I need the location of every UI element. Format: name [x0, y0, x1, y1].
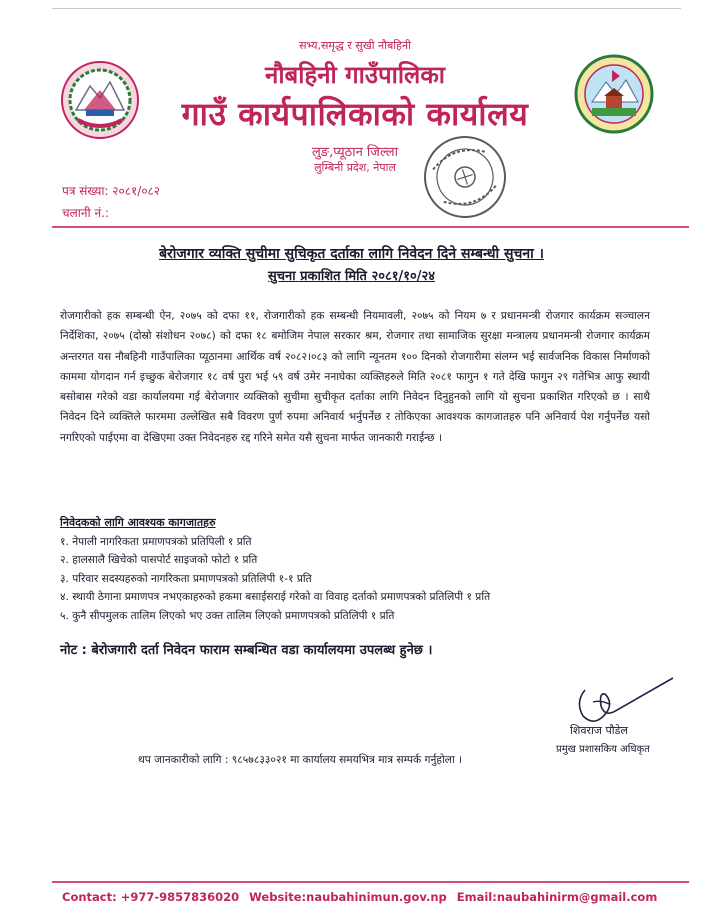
municipality-name: नौबहिनी गाउँपालिका: [265, 61, 445, 89]
office-title: गाउँ कार्यपालिकाको कार्यालय: [181, 95, 529, 133]
published-date: सुचना प्रकाशित मिति २०८१/१०/२४: [267, 269, 436, 284]
top-edge-line: [52, 8, 681, 9]
documents-heading: निवेदकको लागि आवश्यक कागजातहरु: [60, 516, 216, 529]
document-item: ५. कुनै सीपमुलक तालिम लिएको भए उक्त तालिम लिएको प्रमाणपत्रको प्रतिलिपी १ प्रति: [60, 609, 395, 622]
footer-divider: [52, 881, 689, 883]
notice-body: रोजगारीको हक सम्बन्धी ऐन, २०७५ को दफा ११, रोजगारीको हक सम्बन्धी नियमावली, २०७५ को नियम ७ र प्रधानमन्त्री रोजगार कार्यक्रम सञ्चालन निर्देशिका, २०७५ (दोस्रो संशोधन २०७८) को दफा १८ बमोजिम नेपाल सरकार श्रम, रोजगार तथा सामाजिक सुरक्षा मन्त्रालय प्रधानमन्त्री रोजगार कार्यक्रम अन्तरगत यस नौबहिनी गाउँपालिका प्यूठानमा आर्थिक वर्ष २०८२।०८३ को लागि न्यूनतम १०० दिनको रोजगारीमा संलग्न भई सार्वजनिक विकास निर्माणको काममा योगदान गर्न इच्छुक बेरोजगार १८ वर्ष पुरा भई ५९ वर्ष उमेर ननाघेका व्यक्तिहरुले मिति २०८१ फागुन १ गते देखि फागुन २९ गतेभित्र आफु स्थायी बसोबास गरेको वडा कार्यालयमा गई बेरोजगार व्यक्तिको सुचीमा सुचीकृत दर्ताका लागि निवेदन दिनुहुनको लागि यो सुचना प्रकाशित गरिएको छ । साथै निवेदन दिने व्यक्तिले फारममा उल्लेखित सबै विवरण पुर्ण रुपमा अनिवार्य भर्नुपर्नेछ र तोकिएका आवश्यक कागजातहरु पनि अनिवार्य पेश गर्नुपर्नेछ यसो नगरिएको पाईएमा वा देखिएमा उक्त निवेदनहरु रद्द गरिने समेत यसै सुचना मार्फत जानकारी गराईन्छ ।: [60, 310, 650, 444]
document-item: ३. परिवार सदस्यहरुको नागरिकता प्रमाणपत्रको प्रतिलिपी १-१ प्रति: [60, 572, 312, 585]
footer-website[interactable]: Website:naubahinimun.gov.np: [249, 890, 447, 904]
contact-info-line: थप जानकारीको लागि : ९८५७८३३०२१ मा कार्यालय समयभित्र मात्र सम्पर्क गर्नुहोला ।: [138, 754, 463, 766]
footer: [62, 890, 657, 904]
signatory-title: प्रमुख प्रशासकिय अधिकृत: [556, 744, 650, 755]
dispatch-number: चलानी नं.:: [62, 206, 109, 220]
nepal-emblem-icon: [58, 58, 142, 142]
document-item: १. नेपाली नागरिकता प्रमाणपत्रको प्रतिपिली १ प्रति: [60, 536, 252, 548]
footer-email[interactable]: Email:naubahinirm@gmail.com: [456, 890, 658, 904]
footer-contact: Contact: +977-9857836020: [62, 890, 240, 904]
document-item: ४. स्थायी ठेगाना प्रमाणपत्र नभएकाहरुको हकमा बसाईसराई गरेको वा विवाह दर्ताको प्रमाणपत्रको प्रतिलिपी १ प्रति: [60, 591, 491, 604]
letter-number: पत्र संख्या: २०८१/०८२: [62, 184, 161, 198]
signatory-name: शिवराज पौडेल: [570, 724, 628, 737]
notice-subject: बेरोजगार व्यक्ति सुचीमा सुचिकृत दर्ताका लागि निवेदन दिने सम्बन्धी सुचना ।: [159, 246, 544, 262]
header-divider: [52, 226, 689, 228]
municipality-logo-icon: [572, 52, 656, 136]
document-item: २. हालसालै खिचेको पासपोर्ट साइजको फोटो १ प्रति: [60, 554, 258, 567]
slogan: सभ्य,समृद्ध र सुखी नौबहिनी: [299, 39, 411, 52]
district-line: लुङ,प्यूठान जिल्ला: [311, 145, 398, 160]
province-line: लुम्बिनी प्रदेश, नेपाल: [314, 161, 396, 174]
note: नोट : बेरोजगारी दर्ता निवेदन फाराम सम्बन्धित वडा कार्यालयमा उपलब्ध हुनेछ ।: [60, 643, 433, 658]
documents-list: [60, 533, 670, 625]
office-seal-stamp: [415, 130, 515, 225]
